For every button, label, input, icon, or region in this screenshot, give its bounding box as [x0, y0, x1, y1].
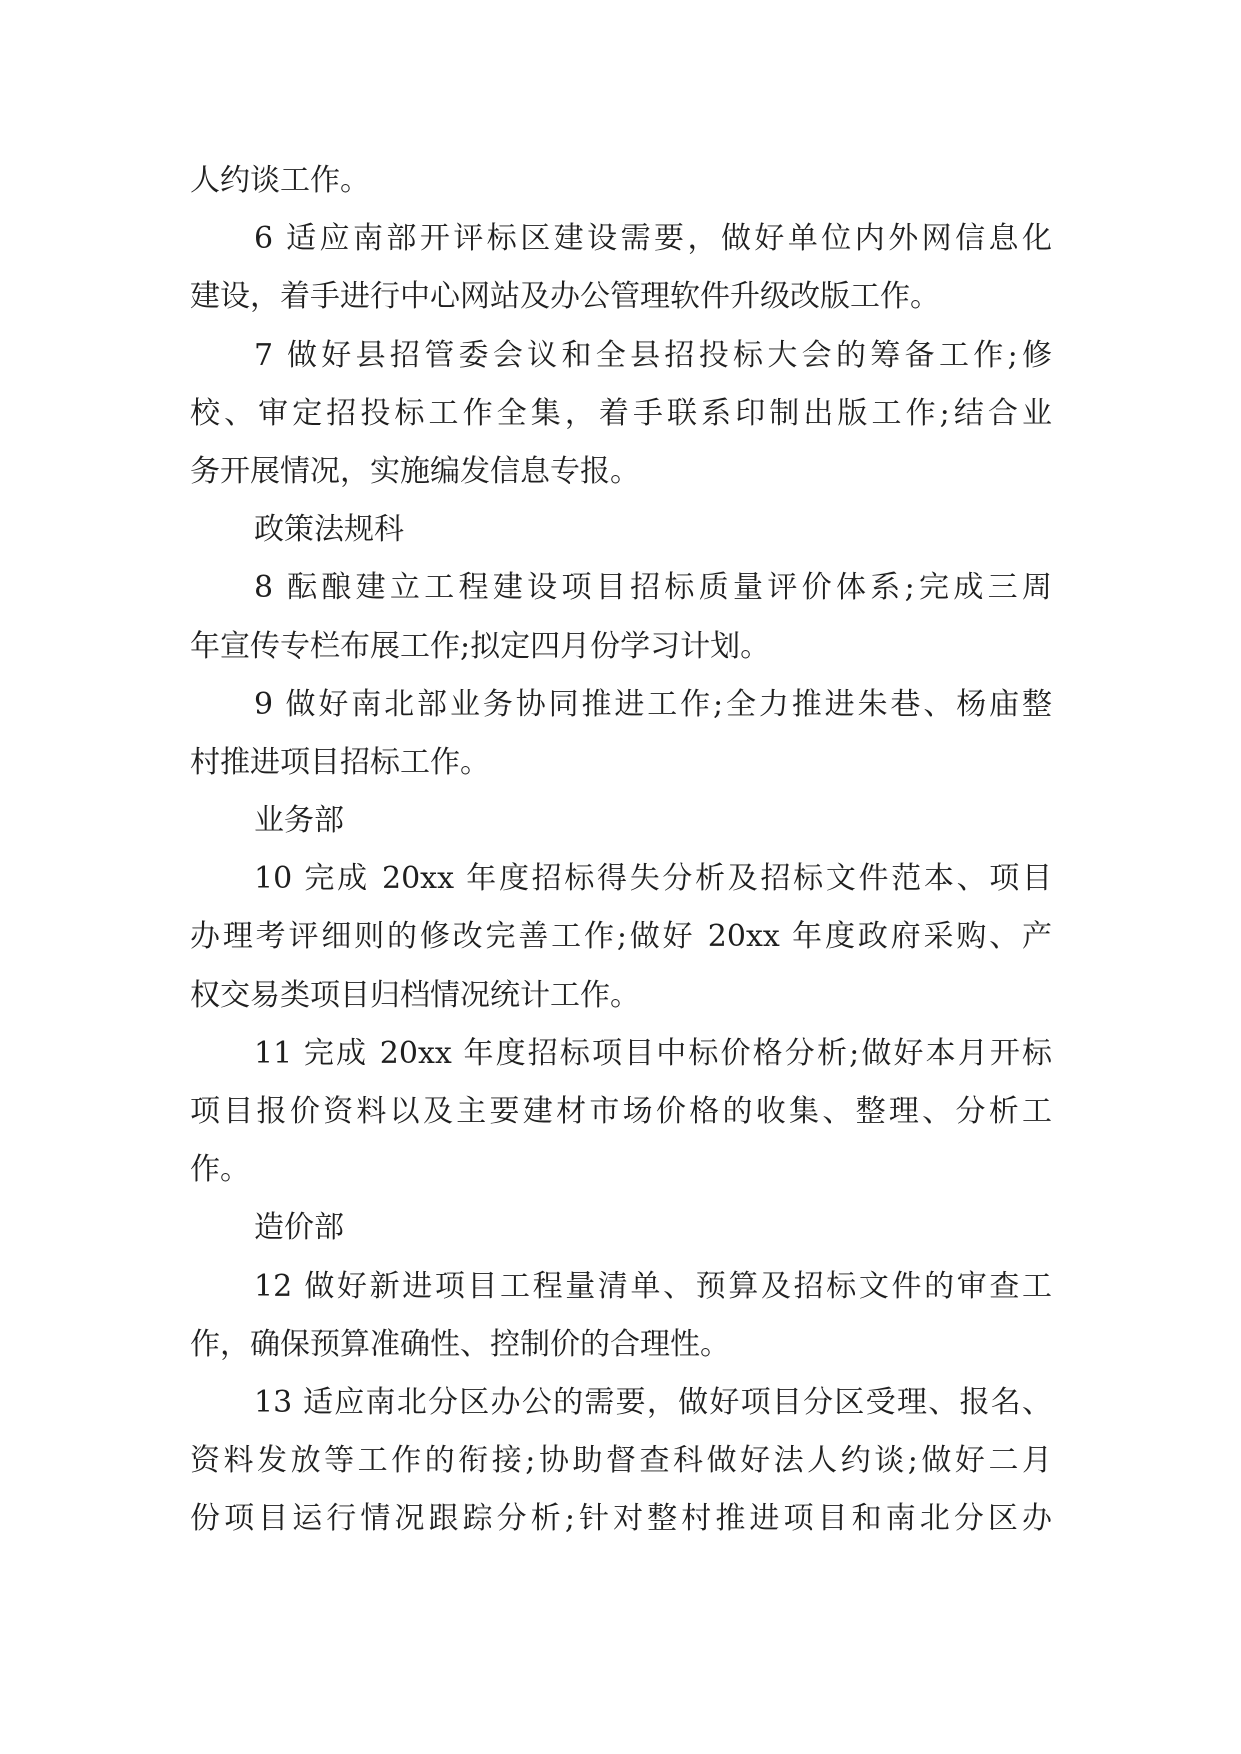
paragraph-13-line: 13 适应南北分区办公的需要，做好项目分区受理、报名、 [254, 1384, 1052, 1420]
paragraph-9-line: 9 做好南北部业务协同推进工作;全力推进朱巷、杨庙整 [254, 686, 1052, 722]
paragraph-11-line: 11 完成 20xx 年度招标项目中标价格分析;做好本月开标 [254, 1035, 1052, 1071]
paragraph-7-line: 务开展情况，实施编发信息专报。 [190, 453, 640, 489]
paragraph-7-line: 校、审定招投标工作全集，着手联系印制出版工作;结合业 [190, 395, 1052, 431]
paragraph-13-line: 份项目运行情况跟踪分析;针对整村推进项目和南北分区办 [190, 1501, 1052, 1537]
paragraph-8-line: 年宣传专栏布展工作;拟定四月份学习计划。 [190, 628, 771, 664]
paragraph-10-line: 权交易类项目归档情况统计工作。 [190, 977, 640, 1013]
paragraph-10-line: 办理考评细则的修改完善工作;做好 20xx 年度政府采购、产 [190, 919, 1052, 955]
paragraph-6-line: 建设，着手进行中心网站及办公管理软件升级改版工作。 [190, 279, 940, 315]
paragraph-7-line: 7 做好县招管委会议和全县招投标大会的筹备工作;修 [254, 337, 1052, 373]
text-line: 人约谈工作。 [190, 163, 370, 198]
paragraph-12-line: 12 做好新进项目工程量清单、预算及招标文件的审查工 [254, 1268, 1052, 1304]
paragraph-6-line: 6 适应南部开评标区建设需要，做好单位内外网信息化 [254, 221, 1052, 257]
section-heading-cost: 造价部 [254, 1210, 344, 1246]
document-page [190, 152, 1052, 1549]
paragraph-10-line: 10 完成 20xx 年度招标得失分析及招标文件范本、项目 [254, 861, 1052, 897]
section-heading-business: 业务部 [254, 803, 344, 839]
paragraph-13-line: 资料发放等工作的衔接;协助督查科做好法人约谈;做好二月 [190, 1443, 1052, 1479]
paragraph-9-line: 村推进项目招标工作。 [190, 744, 490, 780]
paragraph-11-line: 作。 [190, 1152, 250, 1188]
paragraph-12-line: 作，确保预算准确性、控制价的合理性。 [190, 1326, 730, 1362]
paragraph-8-line: 8 酝酿建立工程建设项目招标质量评价体系;完成三周 [254, 570, 1052, 606]
section-heading-policy: 政策法规科 [254, 512, 404, 548]
paragraph-11-line: 项目报价资料以及主要建材市场价格的收集、整理、分析工 [190, 1094, 1052, 1129]
